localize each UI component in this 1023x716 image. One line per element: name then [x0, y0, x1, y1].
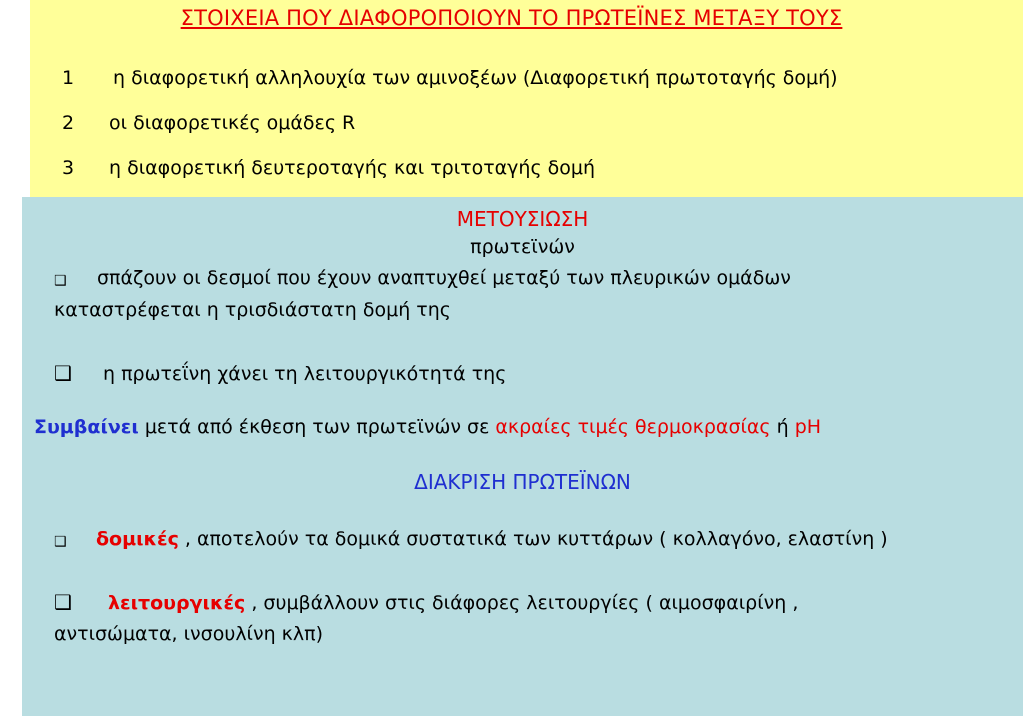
item-number-2: 2	[62, 112, 75, 134]
structural-text: , αποτελούν τα δομικά συστατικά των κυττάρων ( κολλαγόνο, ελαστίνη )	[178, 528, 888, 550]
checkbox-bullet-icon: ❑	[54, 273, 67, 289]
bullet-text-bonds: σπάζουν οι δεσμοί που έχουν αναπτυχθεί μεταξύ των πλευρικών ομάδων	[97, 267, 791, 289]
item-text-2: οι διαφορετικές ομάδες R	[109, 112, 356, 134]
item-text-1: η διαφορετική αλληλουχία των αμινοξέων (Διαφορετική πρωτοταγής δομή)	[113, 67, 838, 89]
section-title-classification: ΔΙΑΚΡΙΣΗ ΠΡΩΤΕΪΝΩΝ	[414, 470, 631, 494]
item-text-3: η διαφορετική δευτεροταγής και τριτοταγής δομή	[109, 157, 596, 179]
cause-or: ή	[770, 416, 795, 438]
functional-term: λειτουργικές	[108, 592, 246, 614]
checkbox-bullet-icon: ❑	[54, 361, 72, 385]
structural-term: δομικές	[96, 528, 179, 550]
functional-line-2: αντισώματα, ινσουλίνη κλπ)	[54, 623, 323, 645]
cause-sentence	[34, 416, 821, 438]
section-title-denaturation: ΜΕΤΟΥΣΙΩΣΗ	[456, 207, 589, 231]
structural-line	[96, 528, 888, 550]
cause-temperature: ακραίες τιμές θερμοκρασίας	[495, 416, 771, 438]
checkbox-bullet-icon: ❑	[54, 590, 72, 614]
item-number-3: 3	[62, 157, 75, 179]
item-number-1: 1	[62, 67, 75, 89]
cause-lead: Συμβαίνει	[34, 416, 139, 438]
section-subtitle-denaturation: πρωτεϊνών	[470, 236, 575, 258]
cause-mid: μετά από έκθεση των πρωτεϊνών σε	[138, 416, 496, 438]
functional-line	[108, 592, 798, 614]
bullet-text-function: η πρωτεΐνη χάνει τη λειτουργικότητά της	[103, 363, 507, 385]
page-title: ΣΤΟΙΧΕΙΑ ΠΟΥ ΔΙΑΦΟΡΟΠΟΙΟΥΝ ΤΟ ΠΡΩΤΕΪΝΕΣ ΜΕΤΑΞΥ ΤΟΥΣ	[180, 6, 843, 30]
bullet-text-structure: καταστρέφεται η τρισδιάστατη δομή της	[54, 299, 451, 321]
cause-ph: pH	[794, 416, 822, 438]
checkbox-bullet-icon: ❑	[54, 534, 67, 550]
functional-text: , συμβάλλουν στις διάφορες λειτουργίες ( αιμοσφαιρίνη ,	[245, 592, 799, 614]
